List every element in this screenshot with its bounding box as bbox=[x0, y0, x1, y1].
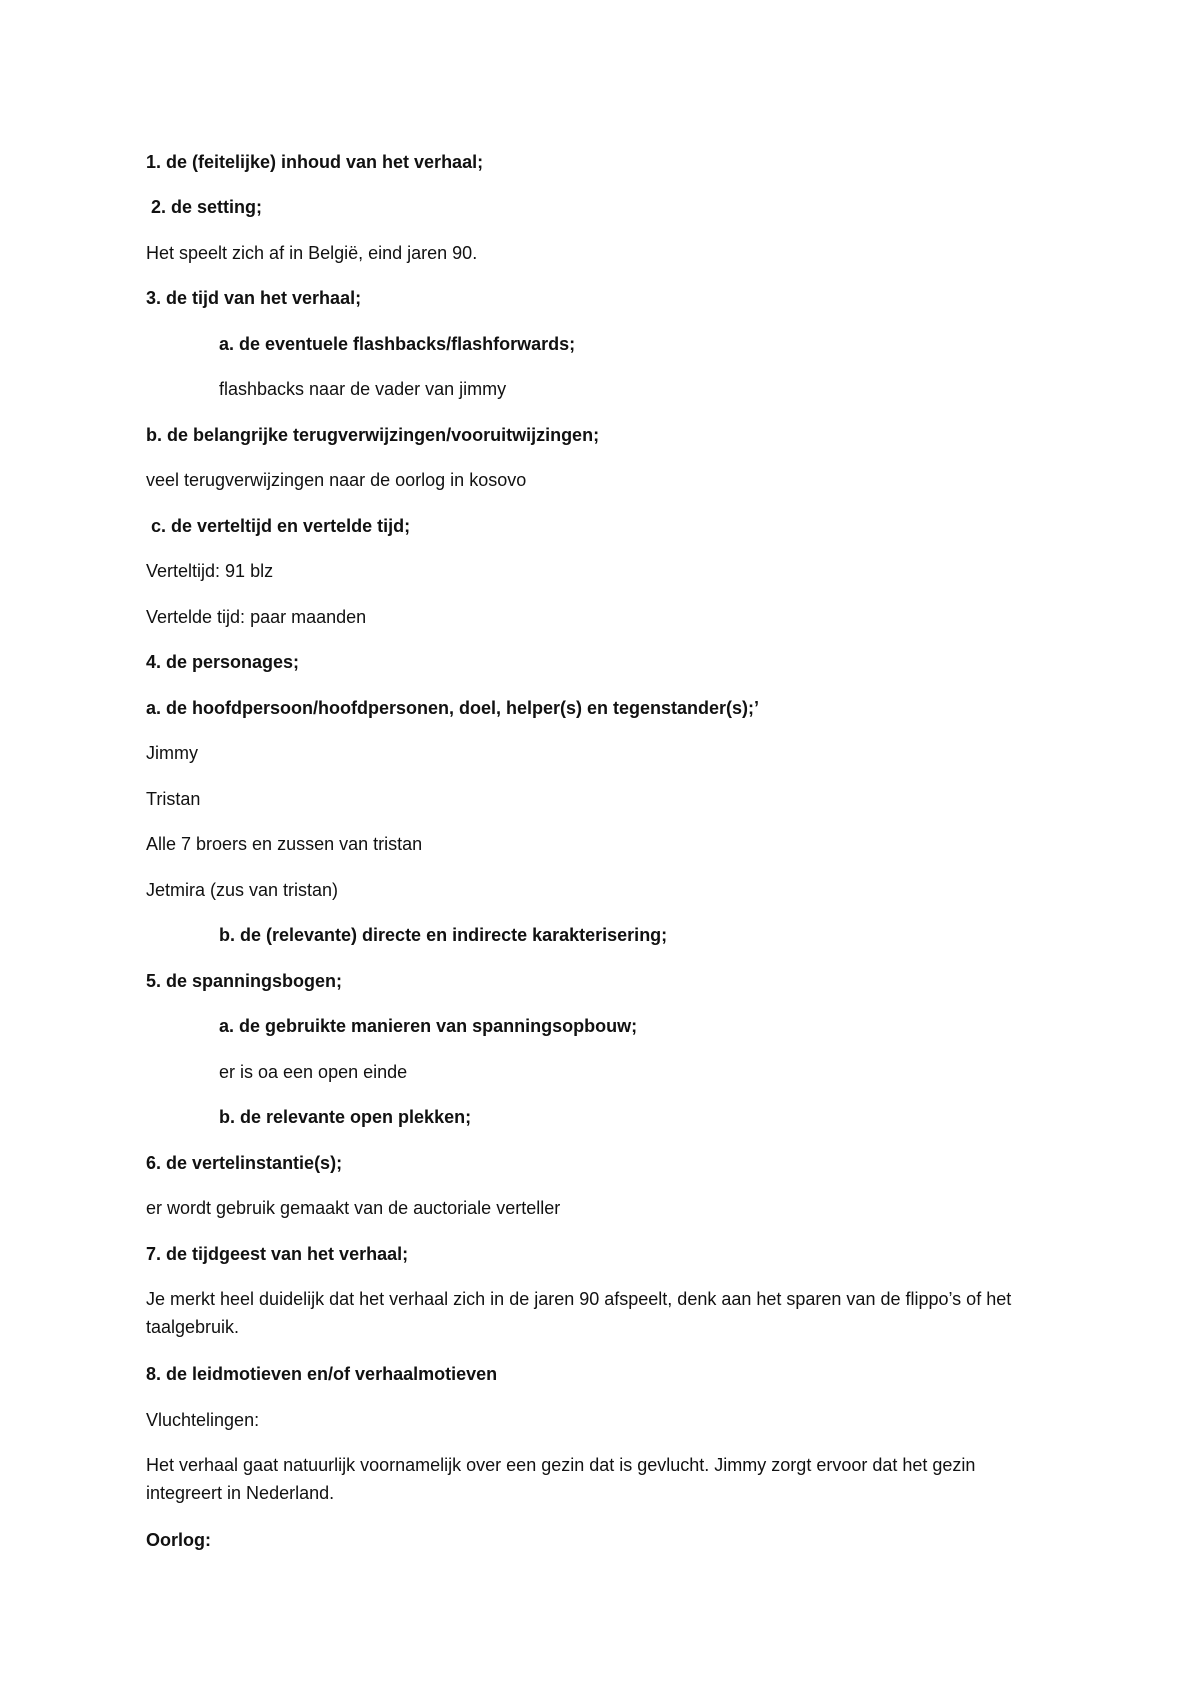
paragraph-vluchtelingen-label: Vluchtelingen: bbox=[146, 1410, 260, 1430]
paragraph-vertelde-tijd: Vertelde tijd: paar maanden bbox=[146, 607, 367, 627]
subheading-terugverwijzingen: b. de belangrijke terugverwijzingen/vooruitwijzingen; bbox=[146, 425, 600, 445]
heading-tijd: 3. de tijd van het verhaal; bbox=[146, 288, 362, 308]
paragraph-open-einde: er is oa een open einde bbox=[219, 1062, 408, 1082]
paragraph-vertelinstantie: er wordt gebruik gemaakt van de auctoriale verteller bbox=[146, 1198, 561, 1218]
paragraph-oorlog-label: Oorlog: bbox=[146, 1530, 211, 1550]
paragraph-setting: Het speelt zich af in België, eind jaren 90. bbox=[146, 243, 478, 263]
heading-motieven: 8. de leidmotieven en/of verhaalmotieven bbox=[146, 1364, 498, 1384]
heading-spanningsbogen: 5. de spanningsbogen; bbox=[146, 971, 343, 991]
list-item-jimmy: Jimmy bbox=[146, 743, 198, 763]
paragraph-terugverwijzingen: veel terugverwijzingen naar de oorlog in kosovo bbox=[146, 470, 527, 490]
heading-inhoud: 1. de (feitelijke) inhoud van het verhaal; bbox=[146, 152, 484, 172]
heading-tijdgeest: 7. de tijdgeest van het verhaal; bbox=[146, 1244, 409, 1264]
paragraph-tijdgeest: Je merkt heel duidelijk dat het verhaal zich in de jaren 90 afspeelt, denk aan het sparen van de flippo’s of het taalgebruik. bbox=[146, 1289, 1012, 1337]
heading-vertelinstantie: 6. de vertelinstantie(s); bbox=[146, 1153, 343, 1173]
paragraph-vluchtelingen: Het verhaal gaat natuurlijk voornamelijk over een gezin dat is gevlucht. Jimmy zorgt ervoor dat het gezin integreert in Nederland. bbox=[146, 1455, 976, 1503]
heading-personages: 4. de personages; bbox=[146, 652, 300, 672]
subheading-spanningsopbouw: a. de gebruikte manieren van spanningsopbouw; bbox=[219, 1016, 638, 1036]
subheading-open-plekken: b. de relevante open plekken; bbox=[219, 1107, 472, 1127]
subheading-hoofdpersonen: a. de hoofdpersoon/hoofdpersonen, doel, helper(s) en tegenstander(s);’ bbox=[146, 698, 760, 718]
heading-setting: 2. de setting; bbox=[151, 197, 263, 217]
list-item-jetmira: Jetmira (zus van tristan) bbox=[146, 880, 339, 900]
subheading-flashbacks: a. de eventuele flashbacks/flashforwards; bbox=[219, 334, 576, 354]
paragraph-flashbacks: flashbacks naar de vader van jimmy bbox=[219, 379, 507, 399]
list-item-broers-zussen: Alle 7 broers en zussen van tristan bbox=[146, 834, 423, 854]
subheading-karakterisering: b. de (relevante) directe en indirecte karakterisering; bbox=[219, 925, 668, 945]
list-item-tristan: Tristan bbox=[146, 789, 201, 809]
paragraph-verteltijd: Verteltijd: 91 blz bbox=[146, 561, 274, 581]
subheading-verteltijd: c. de verteltijd en vertelde tijd; bbox=[151, 516, 411, 536]
